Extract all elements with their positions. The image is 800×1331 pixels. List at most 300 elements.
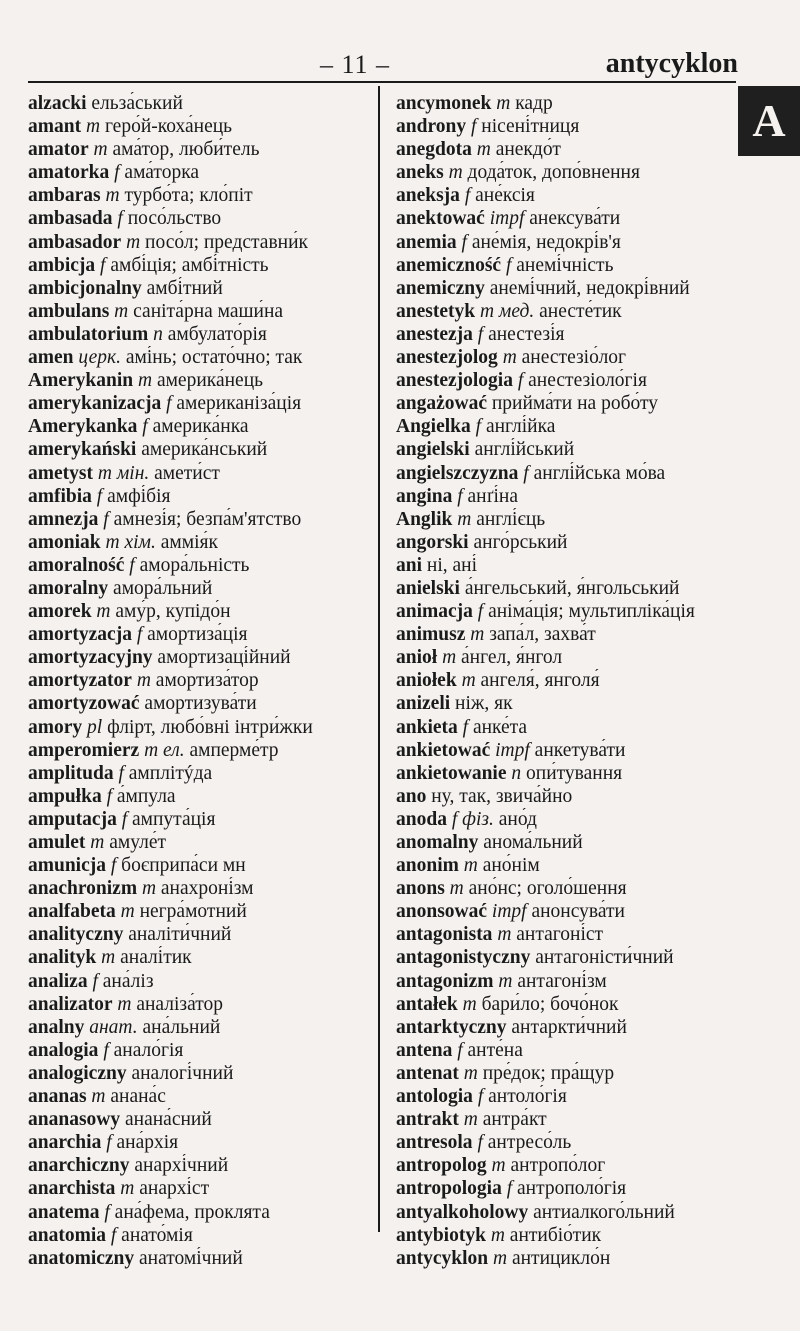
headword: amory <box>28 716 83 738</box>
usage-label: анат. <box>89 1016 138 1038</box>
headword: aniołek <box>396 670 457 692</box>
translation: амора́льність <box>139 554 250 576</box>
translation: нісені́тниця <box>481 116 580 138</box>
grammar-label: f <box>506 1178 513 1200</box>
dictionary-entry <box>396 808 746 831</box>
grammar-label: f <box>121 808 128 830</box>
headword: anioł <box>396 647 438 669</box>
headword: anielski <box>396 577 460 599</box>
dictionary-entry <box>28 138 378 161</box>
dictionary-entry <box>396 600 746 623</box>
headword: analizator <box>28 993 113 1015</box>
grammar-label: m <box>101 947 116 969</box>
headword: angielszczyzna <box>396 462 519 484</box>
grammar-label: m <box>126 231 141 253</box>
headword: anemiczność <box>396 254 502 276</box>
translation: а́мпула <box>116 785 176 807</box>
translation: анемі́чність <box>516 254 614 276</box>
translation: а́нгел, я́нгол <box>461 647 563 669</box>
dictionary-entry <box>28 854 378 877</box>
headword: amen <box>28 347 74 369</box>
translation: антоло́гія <box>488 1086 567 1108</box>
headword: ancymonek <box>396 93 492 114</box>
headword: animacja <box>396 601 473 623</box>
headword: anatema <box>28 1201 100 1223</box>
translation: ана́льний <box>142 1016 221 1038</box>
translation: геро́й-коха́нець <box>104 116 233 138</box>
page-number: – 11 – <box>320 50 391 79</box>
translation: анестезіоло́гія <box>528 370 647 392</box>
dictionary-entry <box>28 623 378 646</box>
dictionary-entry <box>396 323 746 346</box>
dictionary-entry <box>28 92 378 115</box>
dictionary-entry <box>28 1108 378 1131</box>
grammar-label: m <box>491 1155 506 1177</box>
translation: анемі́чний, недокрі́вний <box>489 277 690 299</box>
grammar-label: f <box>462 716 469 738</box>
translation: антибіо́тик <box>509 1224 602 1246</box>
headword: ankietować <box>396 739 491 761</box>
grammar-label: f <box>118 762 124 784</box>
translation: англі́єць <box>476 508 546 530</box>
running-head: antycyklon <box>605 48 738 79</box>
dictionary-entry <box>28 438 378 461</box>
headword: Anglik <box>396 508 453 530</box>
headword: amoralny <box>28 577 109 599</box>
headword: anestezja <box>396 323 473 345</box>
dictionary-entry <box>396 462 746 485</box>
headword: amorek <box>28 601 92 623</box>
dictionary-entry <box>396 485 746 508</box>
dictionary-entry <box>28 161 378 184</box>
dictionary-entry <box>396 577 746 600</box>
translation: анархі́ст <box>139 1178 210 1200</box>
translation: кадр <box>515 93 553 114</box>
grammar-label: impf <box>489 208 525 230</box>
headword: anatomiczny <box>28 1247 135 1269</box>
usage-label: церк. <box>78 347 122 369</box>
headword: animusz <box>396 624 466 646</box>
dictionary-entry <box>28 323 378 346</box>
dictionary-entry <box>396 138 746 161</box>
translation: амортизува́ти <box>144 693 257 715</box>
translation: ана́ліз <box>102 970 154 992</box>
translation: бари́ло; бочо́нок <box>481 993 619 1015</box>
translation: аніма́ція; мультиплiка́ція <box>488 601 695 623</box>
translation: америка́нка <box>152 416 249 438</box>
translation: аналі́тик <box>120 947 192 969</box>
translation: турбо́та; кло́піт <box>124 185 253 207</box>
headword: analityczny <box>28 924 124 946</box>
grammar-label: f <box>477 1132 483 1154</box>
translation: анана́с <box>110 1086 166 1108</box>
grammar-label: m <box>463 1062 478 1084</box>
headword: antyalkoholowy <box>396 1201 529 1223</box>
grammar-label: f <box>477 601 484 623</box>
dictionary-entry <box>28 300 378 323</box>
headword: amator <box>28 139 89 161</box>
dictionary-entry <box>28 600 378 623</box>
headword: amoralność <box>28 554 125 576</box>
translation: антрополо́гія <box>517 1178 627 1200</box>
headword: analfabeta <box>28 901 116 923</box>
headword: amplituda <box>28 762 114 784</box>
dictionary-entry <box>396 1177 746 1200</box>
translation: анекдо́т <box>495 139 561 161</box>
translation: ангеля́, янголя́ <box>480 670 600 692</box>
headword: anoda <box>396 808 447 830</box>
translation: ана́рхія <box>116 1132 179 1154</box>
grammar-label: f <box>166 393 172 415</box>
headword: anachronizm <box>28 878 138 900</box>
headword: antagonista <box>396 924 493 946</box>
dictionary-entry <box>396 692 746 715</box>
translation: запа́л, захва́т <box>489 624 596 646</box>
grammar-label: pl <box>87 716 103 738</box>
dictionary-entry <box>396 762 746 785</box>
dictionary-entry <box>396 946 746 969</box>
translation: антресо́ль <box>487 1132 572 1154</box>
translation: аналіза́тор <box>136 993 224 1015</box>
dictionary-entry <box>396 346 746 369</box>
translation: антропо́лог <box>510 1155 606 1177</box>
headword: Amerykanka <box>28 416 138 438</box>
dictionary-entry <box>28 970 378 993</box>
dictionary-entry <box>396 1247 746 1270</box>
dictionary-entry <box>28 692 378 715</box>
translation: анахроні́зм <box>160 878 254 900</box>
headword: amant <box>28 116 82 138</box>
dictionary-entry <box>28 508 378 531</box>
translation: антиалкого́льний <box>533 1201 675 1223</box>
translation: ано́нім <box>482 855 540 877</box>
grammar-label: f <box>477 1086 484 1108</box>
grammar-label: m <box>496 93 511 114</box>
translation: амбулато́рія <box>167 323 267 345</box>
translation: а́нгельський, я́нгольський <box>464 577 680 599</box>
headword: ambulatorium <box>28 323 149 345</box>
translation: амора́льний <box>113 577 213 599</box>
dictionary-entry <box>28 1085 378 1108</box>
grammar-label: impf <box>495 739 530 761</box>
grammar-label: m <box>85 116 101 138</box>
headword: aneksja <box>396 185 460 207</box>
grammar-label: f <box>457 1039 463 1061</box>
dictionary-entry <box>396 231 746 254</box>
headword: anizeli <box>396 693 451 715</box>
translation: ама́торка <box>124 162 200 184</box>
translation: анго́рський <box>473 531 568 553</box>
headword: anomalny <box>396 832 479 853</box>
grammar-label: f <box>106 1132 112 1154</box>
grammar-label: m <box>97 462 112 484</box>
grammar-label: m <box>93 139 108 161</box>
dictionary-entry <box>396 970 746 993</box>
headword: angorski <box>396 531 469 553</box>
translation: анестезі́я <box>488 323 565 345</box>
translation: америка́нський <box>141 439 268 461</box>
headword: Amerykanin <box>28 370 134 392</box>
headword: ani <box>396 554 423 576</box>
dictionary-entry <box>28 369 378 392</box>
usage-label: ел. <box>163 739 185 761</box>
usage-label: хім. <box>124 531 156 553</box>
headword: amunicja <box>28 855 106 877</box>
dictionary-entry <box>396 184 746 207</box>
grammar-label: m <box>448 162 463 184</box>
translation: негра́мотний <box>139 901 247 923</box>
dictionary-entry <box>28 808 378 831</box>
dictionary-entry <box>396 92 746 115</box>
translation: ні, ані́ <box>426 554 478 576</box>
headword: anemiczny <box>396 277 485 299</box>
dictionary-entry <box>396 115 746 138</box>
grammar-label: m <box>490 1224 505 1246</box>
headword: ananas <box>28 1086 87 1108</box>
dictionary-entry <box>396 1016 746 1039</box>
headword: amnezja <box>28 508 99 530</box>
headword: anektować <box>396 208 485 230</box>
headword: antybiotyk <box>396 1224 486 1246</box>
thumb-index-tab: A <box>738 86 800 156</box>
translation: ніж, як <box>455 693 513 715</box>
headword: anatomia <box>28 1224 106 1246</box>
grammar-label: m <box>91 1086 106 1108</box>
headword: antenat <box>396 1062 459 1084</box>
translation: посо́л; представни́к <box>145 231 309 253</box>
grammar-label: m <box>476 139 491 161</box>
grammar-label: f <box>523 462 529 484</box>
translation: англі́йський <box>474 439 575 461</box>
grammar-label: f <box>92 970 98 992</box>
headword: antropolog <box>396 1155 487 1177</box>
headword: ano <box>396 785 427 807</box>
translation: анке́та <box>472 716 528 738</box>
translation: англі́йська мо́ва <box>533 462 666 484</box>
translation: амперме́тр <box>189 739 279 761</box>
dictionary-entry <box>28 993 378 1016</box>
headword: ambicjonalny <box>28 277 142 299</box>
grammar-label: f <box>96 485 103 507</box>
dictionary-entry <box>396 1224 746 1247</box>
dictionary-entry <box>28 485 378 508</box>
dictionary-entry <box>28 277 378 300</box>
translation: амортизаці́йний <box>157 647 291 669</box>
grammar-label: m <box>498 970 513 992</box>
headword: analiza <box>28 970 88 992</box>
dictionary-entry <box>396 739 746 762</box>
grammar-label: n <box>153 323 163 345</box>
dictionary-entry <box>28 207 378 230</box>
grammar-label: f <box>142 416 148 438</box>
dictionary-entry <box>396 716 746 739</box>
dictionary-column-left <box>28 92 378 1270</box>
dictionary-entry <box>28 831 378 854</box>
headword: ambasador <box>28 231 122 253</box>
headword: anemia <box>396 231 457 253</box>
grammar-label: m <box>463 1109 478 1131</box>
column-divider <box>378 86 380 1232</box>
dictionary-entry <box>28 716 378 739</box>
translation: аналогі́чний <box>131 1062 234 1084</box>
dictionary-entry <box>396 1154 746 1177</box>
dictionary-entry <box>28 1016 378 1039</box>
translation: антра́кт <box>482 1109 547 1131</box>
grammar-label: f <box>110 855 117 877</box>
headword: amulet <box>28 832 86 853</box>
dictionary-entry <box>28 1177 378 1200</box>
headword: anons <box>396 878 445 900</box>
dictionary-entry <box>28 1201 378 1224</box>
usage-label: мед. <box>498 300 535 322</box>
headword: anarchia <box>28 1132 102 1154</box>
translation: амнезі́я; безпа́м'ятство <box>113 508 302 530</box>
grammar-label: m <box>461 670 476 692</box>
grammar-label: f <box>117 208 123 230</box>
dictionary-entry <box>396 1131 746 1154</box>
grammar-label: m <box>144 739 159 761</box>
headword: anestetyk <box>396 300 476 322</box>
translation: англі́йка <box>485 416 556 438</box>
dictionary-entry <box>396 392 746 415</box>
headword: amperomierz <box>28 739 140 761</box>
dictionary-entry <box>28 923 378 946</box>
translation: ана́фема, проклята <box>114 1201 270 1223</box>
dictionary-column-right <box>396 92 746 1270</box>
headword: antagonizm <box>396 970 494 992</box>
translation: анте́на <box>467 1039 523 1061</box>
headword: anarchiczny <box>28 1155 130 1177</box>
dictionary-entry <box>28 554 378 577</box>
headword: anestezjologia <box>396 370 513 392</box>
headword: ampułka <box>28 785 102 807</box>
translation: пре́док; пра́щур <box>482 1062 615 1084</box>
dictionary-entry <box>28 1247 378 1270</box>
dictionary-entry <box>396 438 746 461</box>
dictionary-entry <box>28 739 378 762</box>
translation: ельза́ський <box>91 93 183 114</box>
translation: амортиза́тор <box>155 670 259 692</box>
dictionary-entry <box>28 415 378 438</box>
grammar-label: n <box>511 762 522 784</box>
dictionary-entry <box>396 254 746 277</box>
dictionary-entry <box>396 785 746 808</box>
translation: ано́нс; оголо́шення <box>468 878 627 900</box>
translation: анатомі́чний <box>139 1247 243 1269</box>
translation: антицикло́н <box>511 1247 611 1269</box>
headword: antałek <box>396 993 458 1015</box>
grammar-label: f <box>470 116 477 138</box>
dictionary-entry <box>396 923 746 946</box>
dictionary-entry <box>396 1085 746 1108</box>
dictionary-entry <box>396 854 746 877</box>
translation: амети́ст <box>154 462 220 484</box>
dictionary-entry <box>396 900 746 923</box>
translation: антагоні́ст <box>516 924 604 946</box>
headword: amortyzator <box>28 670 132 692</box>
grammar-label: m <box>120 1178 135 1200</box>
dictionary-entry <box>396 1201 746 1224</box>
translation: прийма́ти на робо́ту <box>491 393 659 415</box>
dictionary-entry <box>396 531 746 554</box>
dictionary-entry <box>396 877 746 900</box>
translation: антаркти́чний <box>511 1016 627 1038</box>
translation: анесте́тик <box>539 300 622 322</box>
translation: аналіти́чний <box>128 924 232 946</box>
grammar-label: f <box>110 1224 117 1246</box>
usage-label: фіз. <box>462 808 494 830</box>
grammar-label: m <box>497 924 512 946</box>
grammar-label: f <box>100 254 106 276</box>
translation: анкетува́ти <box>534 739 626 761</box>
page-header <box>0 0 800 80</box>
dictionary-entry <box>28 462 378 485</box>
headword: amerykanizacja <box>28 393 162 415</box>
dictionary-entry <box>28 1224 378 1247</box>
translation: аму́р, купідо́н <box>115 601 231 623</box>
grammar-label: m <box>136 670 151 692</box>
dictionary-entry <box>28 1131 378 1154</box>
dictionary-entry <box>396 508 746 531</box>
grammar-label: m <box>117 993 132 1015</box>
dictionary-entry <box>28 946 378 969</box>
translation: анана́сний <box>125 1109 212 1131</box>
headword: ankietowanie <box>396 762 507 784</box>
grammar-label: m <box>470 624 485 646</box>
headword: antena <box>396 1039 453 1061</box>
headword: antropologia <box>396 1178 502 1200</box>
header-rule <box>28 81 736 83</box>
dictionary-entry <box>396 207 746 230</box>
headword: anonsować <box>396 901 488 923</box>
dictionary-entry <box>28 184 378 207</box>
dictionary-entry <box>396 1108 746 1131</box>
grammar-label: f <box>517 370 524 392</box>
grammar-label: m <box>137 370 153 392</box>
translation: дода́ток, допо́внення <box>467 162 640 184</box>
headword: analityk <box>28 947 97 969</box>
headword: antrakt <box>396 1109 459 1131</box>
grammar-label: f <box>129 554 135 576</box>
dictionary-entry <box>28 900 378 923</box>
dictionary-entry <box>396 277 746 300</box>
translation: саніта́рна маши́на <box>133 300 284 322</box>
grammar-label: impf <box>491 901 527 923</box>
headword: amerykański <box>28 439 137 461</box>
dictionary-entry <box>28 346 378 369</box>
dictionary-entry <box>396 993 746 1016</box>
dictionary-entry <box>28 1154 378 1177</box>
translation: ну, так, звича́йно <box>431 785 573 807</box>
translation: амплітýда <box>128 762 213 784</box>
dictionary-entry <box>28 877 378 900</box>
headword: analogiczny <box>28 1062 127 1084</box>
headword: amatorka <box>28 162 110 184</box>
translation: посо́льство <box>127 208 222 230</box>
headword: aneks <box>396 162 444 184</box>
translation: аммія́к <box>160 531 218 553</box>
grammar-label: m <box>492 1247 508 1269</box>
translation: анато́мія <box>121 1224 193 1246</box>
headword: amputacja <box>28 808 117 830</box>
headword: androny <box>396 116 467 138</box>
headword: ametyst <box>28 462 93 484</box>
translation: анестезіо́лог <box>521 347 627 369</box>
translation: амбі́тний <box>146 277 223 299</box>
headword: amortyzować <box>28 693 140 715</box>
dictionary-entry <box>28 231 378 254</box>
dictionary-entry <box>28 1039 378 1062</box>
